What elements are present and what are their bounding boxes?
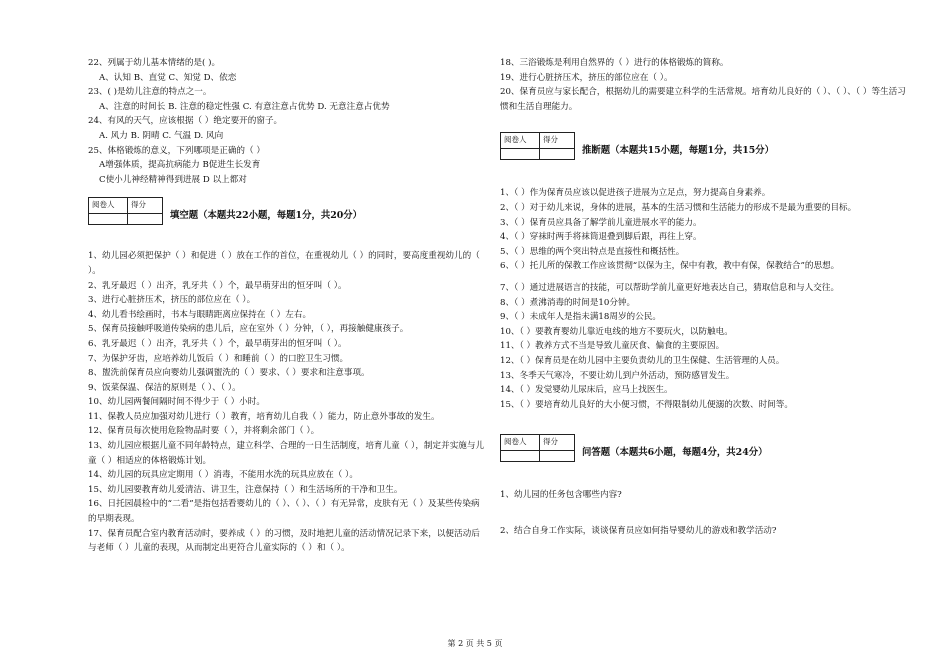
fill-question: 2、乳牙最迟（ ）出齐，乳牙共（ ）个，最早萌芽出的恒牙叫（ ）。 (88, 280, 347, 291)
fill-block-left (88, 229, 488, 555)
page-footer: 第 2 页 共 5 页 (447, 639, 503, 648)
score-label: 得分 (128, 198, 163, 214)
score-cell (128, 213, 163, 224)
grader-cell (501, 148, 540, 159)
grader-cell (89, 213, 128, 224)
qa-block (500, 466, 910, 538)
grader-label: 阅卷人 (501, 133, 540, 149)
score-table (500, 132, 575, 160)
tf-question: 9、（ ）未成年人是指未满18周岁的公民。 (500, 312, 661, 323)
score-label: 得分 (540, 133, 575, 149)
section-title-tf: 推断题（本题共15小题，每题1分，共15分） (582, 145, 774, 157)
fill-question: 20、保育员应与家长配合，根据幼儿的需要建立科学的生活常规。培育幼儿良好的（ ）、（ ）、（ ）等生活习惯和生活自理能力。 (500, 87, 906, 112)
fill-question: 18、三浴锻炼是利用自然界的（ ）进行的体格锻炼的简称。 (500, 58, 729, 68)
tf-block (500, 164, 910, 412)
tf-question: 11、（ ）教养方式不当是导致儿童厌食、偏食的主要原因。 (500, 341, 725, 352)
tf-question: 4、（ ）穿袜时两手将袜筒退叠到脚后跟，再往上穿。 (500, 232, 702, 243)
score-box-qa (500, 430, 910, 466)
fill-question: 7、为保护牙齿，应培养幼儿饭后（ ）和睡前（ ）的口腔卫生习惯。 (88, 353, 349, 364)
question-line: 22、列属于幼儿基本情绪的是( )。 (88, 58, 221, 68)
tf-question: 12、（ ）保育员是在幼儿园中主要负责幼儿的卫生保健、生活管理的人员。 (500, 355, 785, 366)
score-box-tf (500, 128, 910, 164)
tf-question: 6、（ ）托儿所的保教工作应该贯彻“以保为主，保中有教，教中有保，保教结合”的思想。 (500, 261, 840, 272)
score-cell (540, 450, 575, 461)
fill-question: 8、盥洗前保育员应向婴幼儿强调盥洗的（ ）要求、（ ）要求和注意事项。 (88, 368, 370, 379)
section-title-qa: 问答题（本题共6小题，每题4分，共24分） (582, 447, 768, 459)
fill-block-right (500, 0, 910, 114)
fill-question: 4、幼儿看书绘画时，书本与眼睛距离应保持在（ ）左右。 (88, 309, 312, 320)
fill-question: 9、饭菜保温、保洁的原则是（ ）、（ ）。 (88, 382, 241, 393)
fill-question: 11、保教人员应加强对幼儿进行（ ）教育，培育幼儿自我（ ）能力，防止意外事故的发生。 (88, 411, 440, 422)
fill-question: 5、保育员接触呼吸道传染病的患儿后，应在室外（ ）分钟，（ ），再接触健康孩子。 (88, 324, 409, 335)
qa-question: 1、幼儿园的任务包含哪些内容? (500, 490, 622, 501)
tf-question: 1、（ ）作为保育员应该以促进孩子进展为立足点，努力提高自身素养。 (500, 188, 771, 199)
fill-question: 14、幼儿园的玩具应定期用（ ）消毒，不能用水洗的玩具应放在（ ）。 (88, 470, 358, 481)
fill-question: 3、进行心脏挤压术，挤压的部位应在（ ）。 (88, 295, 256, 306)
fill-question: 6、乳牙最迟（ ）出齐，乳牙共（ ）个，最早萌芽出的恒牙叫（ ）。 (88, 338, 347, 349)
mcq-block (88, 0, 488, 187)
tf-question: 13、冬季天气寒冷，不要让幼儿到户外活动，预防感冒发生。 (500, 370, 735, 381)
fill-question: 19、进行心脏挤压术，挤压的部位应在（ ）。 (500, 72, 673, 83)
grader-label: 阅卷人 (501, 435, 540, 451)
tf-question: 3、（ ）保育员应具备了解学前儿童进展水平的能力。 (500, 217, 702, 228)
tf-question: 15、（ ）要培育幼儿良好的大小便习惯，不得限制幼儿便溺的次数、时间等。 (500, 399, 793, 410)
section-title-fill: 填空题（本题共22小题，每题1分，共20分） (170, 210, 362, 222)
fill-question: 12、保育员每次使用危险物品时要（ ），并将剩余部门（ ）。 (88, 426, 320, 437)
tf-question: 10、（ ）要教育婴幼儿靠近电线的地方不要玩火，以防触电。 (500, 326, 733, 337)
fill-question: 15、幼儿园要教育幼儿爱清洁、讲卫生，注意保持（ ）和生活场所的干净和卫生。 (88, 484, 403, 495)
grader-cell (501, 450, 540, 461)
score-cell (540, 148, 575, 159)
tf-question: 5、（ ）思维的两个突出特点是直接性和概括性。 (500, 246, 685, 257)
question-line: 23、( )是幼儿注意的特点之一。 (88, 87, 212, 98)
score-table (88, 197, 163, 225)
fill-question: 13、幼儿园应根据儿童不同年龄特点，建立科学、合理的一日生活制度，培育儿童（ ），制定并实施与儿童（ ）相适应的体格锻炼计划。 (88, 441, 485, 466)
question-line: A、注意的时间长 B. 注意的稳定性强 C. 有意注意占优势 D. 无意注意占优势 (99, 101, 390, 112)
tf-question (500, 274, 910, 281)
tf-question: 8、（ ）煮沸消毒的时间是10分钟。 (500, 297, 636, 308)
question-line: 25、体格锻炼的意义，下列哪项是正确的（ ） (88, 145, 265, 156)
fill-question: 1、幼儿园必须把保护（ ）和促进（ ）放在工作的首位，在重视幼儿（ ）的同时，要高度重视幼儿的（ ）。 (88, 251, 480, 276)
fill-question: 10、幼儿园两餐间隔时间不得少于（ ）小时。 (88, 397, 265, 408)
score-table (500, 434, 575, 462)
tf-question: 7、（ ）通过进展语言的技能，可以帮助学前儿童更好地表达自己，猜取信息和与人交往。 (500, 282, 840, 293)
question-line: A. 风力 B. 阴晴 C. 气温 D. 风向 (99, 130, 224, 141)
question-line: A、认知 B、直觉 C、知觉 D、依恋 (99, 72, 237, 83)
fill-question: 17、保育员配合室内教育活动时，要养成（ ）的习惯，及时地把儿童的活动情况记录下来，以便活动后与老师（ ）儿童的表现，从而制定出更符合儿童实际的（ ）和（ ）。 (88, 528, 480, 554)
question-line: A增强体质，提高抗病能力 B促进生长发育 (99, 160, 261, 171)
tf-question: 2、（ ）对于幼儿来说，身体的进展，基本的生活习惯和生活能力的形成不是最为重要的目标。 (500, 202, 857, 213)
score-box-fill (88, 193, 488, 229)
qa-question: 2、结合自身工作实际，谈谈保育员应如何指导婴幼儿的游戏和教学活动? (500, 525, 777, 536)
right-column (500, 0, 910, 538)
left-column (88, 0, 488, 556)
grader-label: 阅卷人 (89, 198, 128, 214)
tf-question: 14、（ ）发觉婴幼儿尿床后，应马上找医生。 (500, 385, 673, 396)
fill-question: 16、日托园晨检中的“二看”是指包括看婴幼儿的（ ）、（ ）、（ ）有无异常，皮肤有无（ ）及某些传染病的早期表现。 (88, 499, 480, 525)
question-line: C使小儿神经精神得到进展 D 以上都对 (99, 174, 247, 185)
question-line: 24、有风的天气，应该根据（ ）绝定要开的窗子。 (88, 116, 283, 127)
score-label: 得分 (540, 435, 575, 451)
